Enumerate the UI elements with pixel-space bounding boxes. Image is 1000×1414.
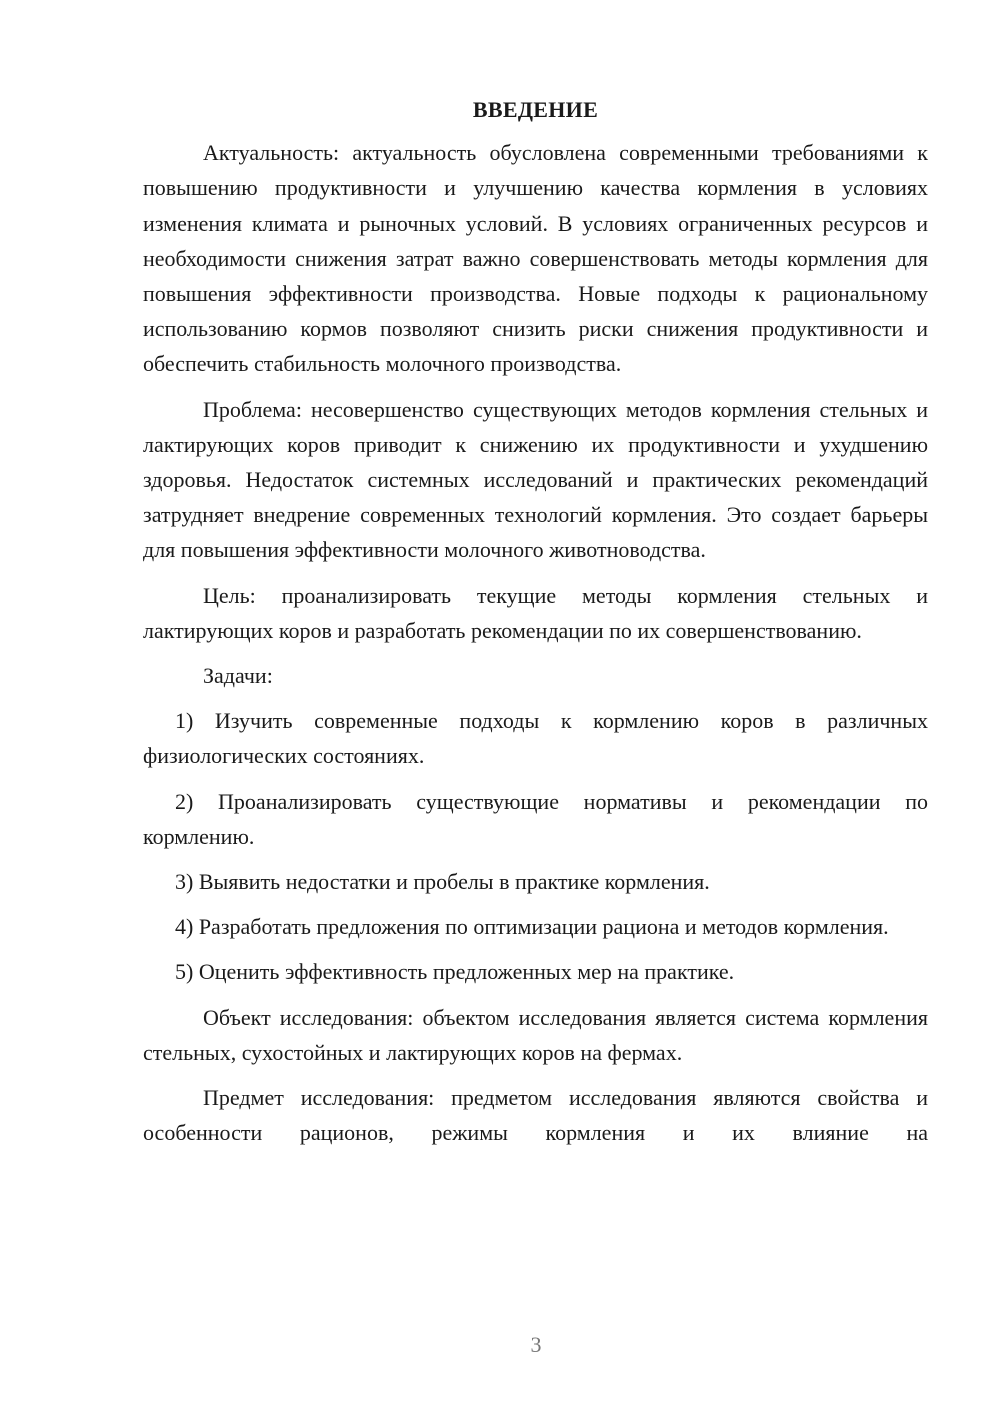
- page-content: [143, 92, 928, 1160]
- task-item: 5) Оценить эффективность предложенных мер на практике.: [175, 959, 735, 985]
- paragraph-object: Объект исследования: объектом исследования является система кормления стельных, сухостойных и лактирующих коров на фермах.: [143, 1004, 928, 1065]
- page-number: 3: [530, 1332, 542, 1357]
- page-title: ВВЕДЕНИЕ: [472, 97, 599, 122]
- task-item: 3) Выявить недостатки и пробелы в практике кормления.: [175, 869, 710, 895]
- paragraph-subject: Предмет исследования: предметом исследования являются свойства и особенности рационов, режимы кормления и их влияние на: [143, 1085, 928, 1146]
- tasks-list: [143, 703, 928, 989]
- task-item: 1) Изучить современные подходы к кормлению коров в различных физиологических состояниях.: [143, 708, 928, 769]
- tasks-heading: Задачи:: [203, 663, 273, 689]
- paragraph-relevance: Актуальность: актуальность обусловлена современными требованиями к повышению продуктивности и улучшению качества кормления в условиях изменения климата и рыночных условий. В условиях ограниченных ресурсов и необходимости снижения затрат важно совершенствовать методы кормления для повышения эффективности производства. Новые подходы к рациональному использованию кормов позволяют снизить риски снижения продуктивности и обеспечить стабильность молочного производства.: [143, 140, 928, 377]
- paragraph-problem: Проблема: несовершенство существующих методов кормления стельных и лактирующих коров приводит к снижению их продуктивности и ухудшению здоровья. Недостаток системных исследований и практических рекомендаций затрудняет внедрение современных технологий кормления. Это создает барьеры для повышения эффективности молочного животноводства.: [143, 396, 928, 563]
- task-item: 4) Разработать предложения по оптимизации рациона и методов кормления.: [175, 914, 889, 940]
- task-item: 2) Проанализировать существующие нормативы и рекомендации по кормлению.: [143, 788, 928, 849]
- paragraph-goal: Цель: проанализировать текущие методы кормления стельных и лактирующих коров и разработать рекомендации по их совершенствованию.: [143, 582, 928, 643]
